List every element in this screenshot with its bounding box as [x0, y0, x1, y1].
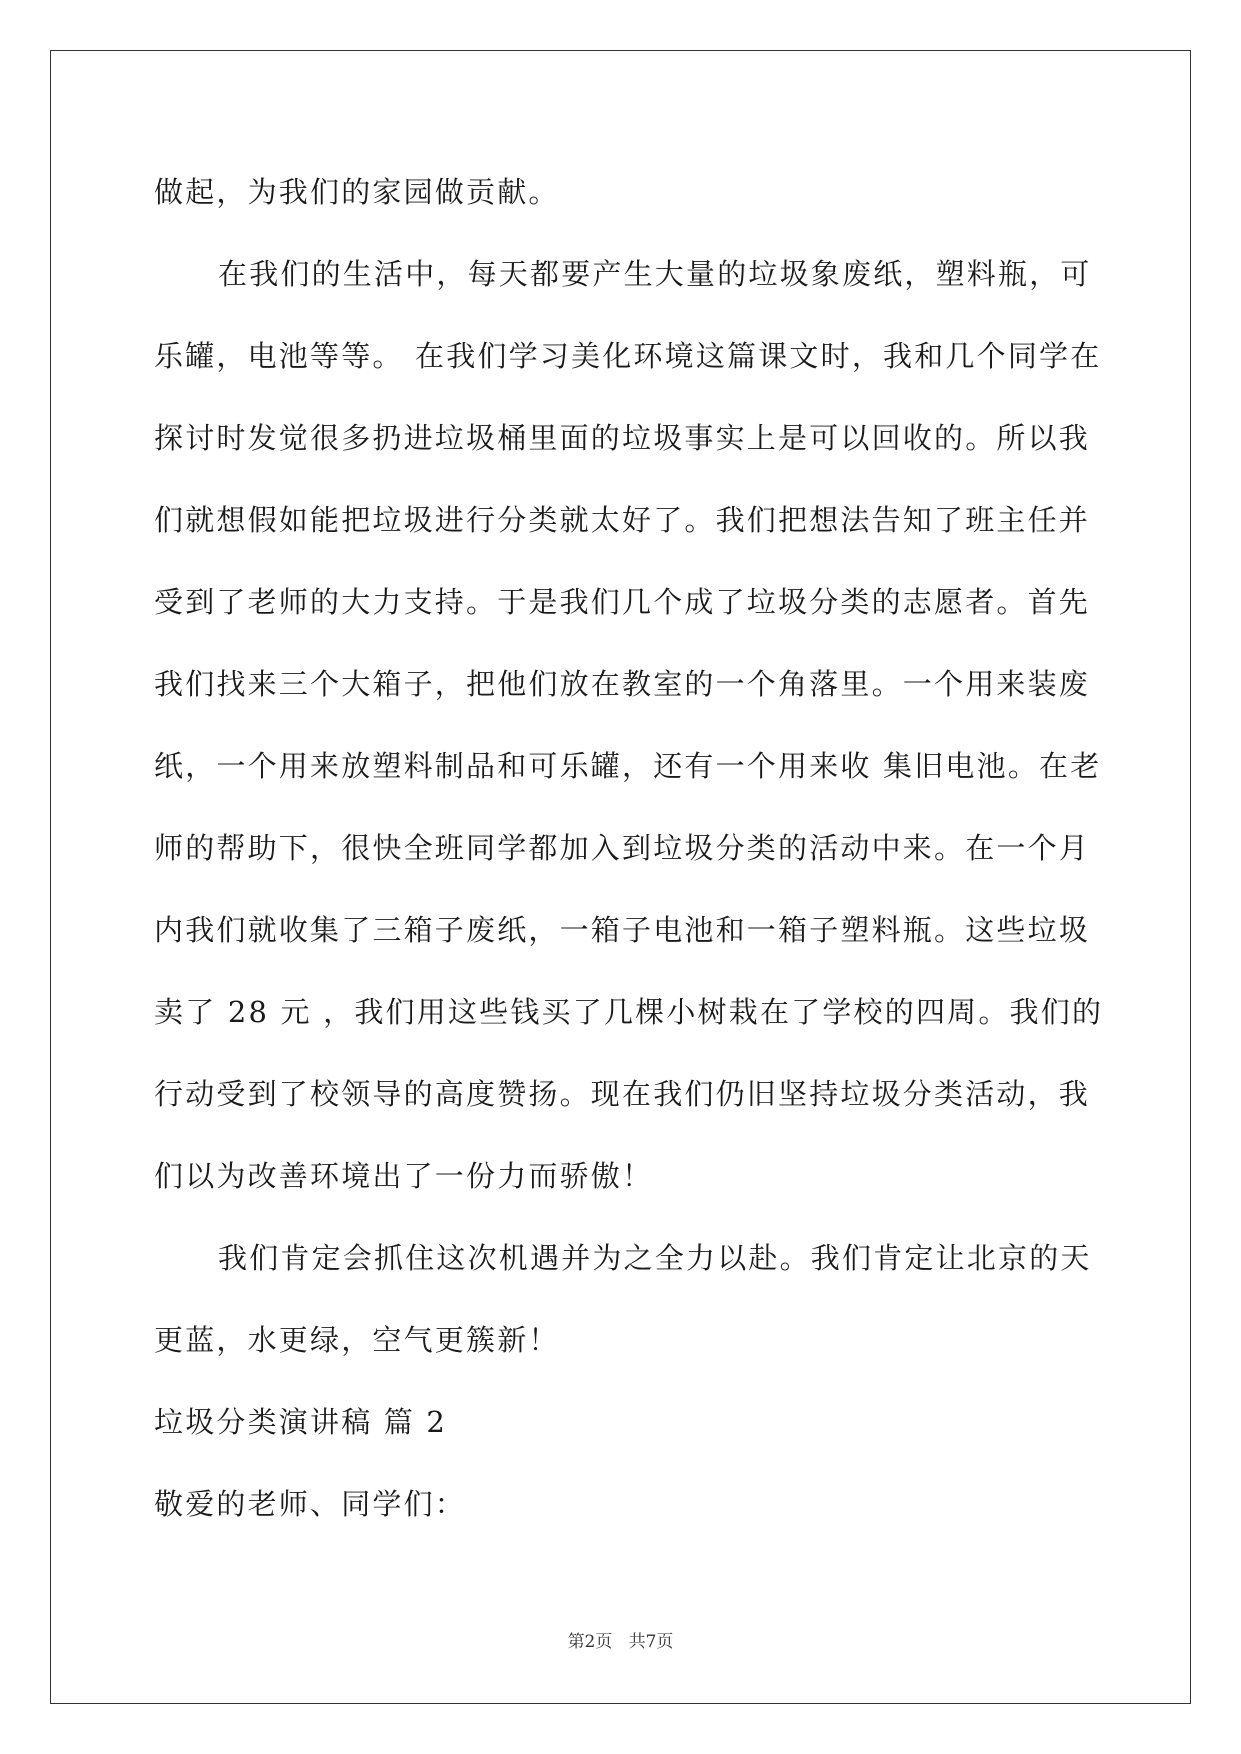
- text-line: 内我们就收集了三箱子废纸，一箱子电池和一箱子塑料瓶。这些垃圾: [154, 913, 1091, 947]
- page-frame: [50, 50, 1191, 1704]
- text-line: 们以为改善环境出了一份力而骄傲！: [154, 1159, 654, 1193]
- text-line: 行动受到了校领导的高度赞扬。现在我们仍旧坚持垃圾分类活动，我: [154, 1077, 1091, 1111]
- text-line: 更蓝，水更绿，空气更簇新！: [154, 1323, 560, 1357]
- paragraph-start-line: 在我们的生活中，每天都要产生大量的垃圾象废纸，塑料瓶，可: [218, 257, 1092, 291]
- text-line: 受到了老师的大力支持。于是我们几个成了垃圾分类的志愿者。首先: [154, 585, 1091, 619]
- text-line: 做起，为我们的家园做贡献。: [154, 175, 560, 209]
- section-heading: 垃圾分类演讲稿 篇 2: [154, 1405, 448, 1439]
- salutation: 敬爱的老师、同学们：: [154, 1487, 467, 1521]
- text-line: 我们找来三个大箱子，把他们放在教室的一个角落里。一个用来装废: [154, 667, 1091, 701]
- text-line: 纸，一个用来放塑料制品和可乐罐，还有一个用来收 集旧电池。在老: [154, 749, 1102, 783]
- text-line: 们就想假如能把垃圾进行分类就太好了。我们把想法告知了班主任并: [154, 503, 1091, 537]
- page-number: 第2页: [567, 1632, 613, 1652]
- page-total: 共7页: [628, 1632, 674, 1652]
- page-footer: [0, 1630, 1241, 1654]
- text-line: 探讨时发觉很多扔进垃圾桶里面的垃圾事实上是可以回收的。所以我: [154, 421, 1091, 455]
- text-line: 卖了 28 元 ，我们用这些钱买了几棵小树栽在了学校的四周。我们的: [154, 995, 1104, 1029]
- text-line: 乐罐，电池等等。 在我们学习美化环境这篇课文时，我和几个同学在: [154, 339, 1102, 373]
- text-line: 师的帮助下，很快全班同学都加入到垃圾分类的活动中来。在一个月: [154, 831, 1091, 865]
- paragraph-start-line: 我们肯定会抓住这次机遇并为之全力以赴。我们肯定让北京的天: [218, 1241, 1092, 1275]
